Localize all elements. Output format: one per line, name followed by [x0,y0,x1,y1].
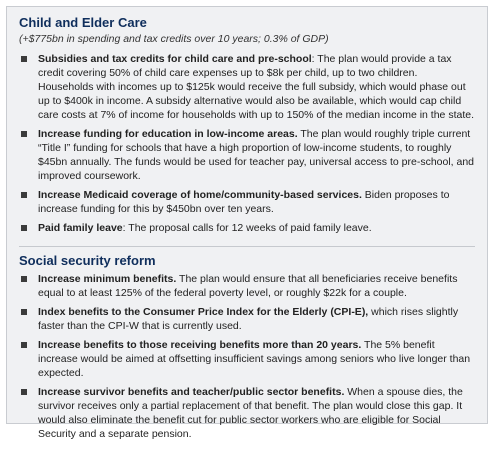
item-lead: Increase funding for education in low-income areas. [38,128,298,140]
item-list [19,52,475,235]
square-bullet-icon [21,225,27,231]
item-lead: Increase Medicaid coverage of home/community-based services. [38,189,362,201]
item-text: : The proposal calls for 12 weeks of paid family leave. [122,222,372,234]
square-bullet-icon [21,342,27,348]
item-text: The 5% benefit increase would be aimed at offsetting insufficient savings among seniors who live longer than expected. [38,339,471,379]
square-bullet-icon [21,309,27,315]
section-title: Child and Elder Care [19,15,147,30]
item-lead: Increase benefits to those receiving benefits more than 20 years. [38,339,362,351]
list-item [19,52,475,122]
section-subtitle: (+$775bn in spending and tax credits over 10 years; 0.3% of GDP) [19,33,329,45]
section-title: Social security reform [19,253,156,268]
list-item [19,338,475,380]
item-lead: Index benefits to the Consumer Price Index for the Elderly (CPI-E), [38,306,369,318]
item-text: : The plan would provide a tax credit covering 50% of child care expenses up to $8k per child, up to two children. Households with incomes up to $125k would receive the full subsidy, which would phase out up to $400k in income. A subsidy alternative would also be available, which would cap child care costs at 7% of income for households with up to 150% of the median income in the state. [38,53,474,121]
item-list [19,272,475,441]
list-item [19,272,475,300]
item-text: which rises slightly faster than the CPI-W that is currently used. [38,306,459,332]
section-child-elder-care [19,15,475,247]
item-text: When a spouse dies, the survivor receives only a partial replacement of that benefit. The plan would close this gap. It would also eliminate the benefit cut for public sector workers who are eligible for Social Security and a separate pension. [38,386,463,440]
list-item [19,127,475,183]
item-text: The plan would ensure that all beneficiaries receive benefits equal to at least 125% of the federal poverty level, or roughly $22k for a couple. [38,273,458,299]
square-bullet-icon [21,389,27,395]
list-item [19,221,475,235]
square-bullet-icon [21,276,27,282]
list-item [19,188,475,216]
item-lead: Paid family leave [38,222,123,234]
item-text: The plan would roughly triple current “Title I” funding for schools that have a high proportion of low-income students, to roughly $45bn annually. The funds would be used for teacher pay, universal access to pre-school, and improved coursework. [38,128,475,182]
item-lead: Increase minimum benefits. [38,273,177,285]
item-text: Biden proposes to increase funding for this by $450bn over ten years. [38,189,450,215]
square-bullet-icon [21,131,27,137]
square-bullet-icon [21,192,27,198]
section-social-security-reform [19,253,475,452]
list-item [19,385,475,441]
item-lead: Subsidies and tax credits for child care and pre-school [38,53,312,65]
list-item [19,305,475,333]
item-lead: Increase survivor benefits and teacher/public sector benefits. [38,386,345,398]
policy-summary-panel [6,6,488,440]
square-bullet-icon [21,56,27,62]
